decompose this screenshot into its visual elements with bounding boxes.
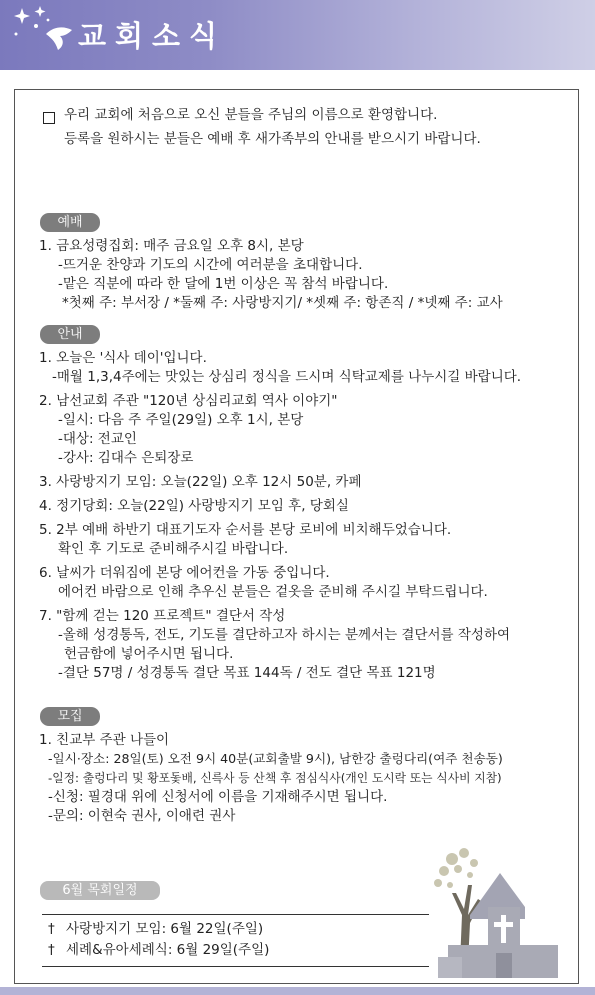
notice-line: 3. 사랑방지기 모임: 오늘(22일) 오후 12시 50분, 카페 (39, 474, 362, 490)
recruit-line: -문의: 이현숙 권사, 이애련 권사 (48, 808, 236, 824)
sparkle-dove-icon (10, 4, 80, 54)
schedule-item: 세례&유아세례식: 6월 29일(주일) (66, 942, 270, 958)
checkbox-icon (43, 112, 55, 124)
notice-line: -일시: 다음 주 주일(29일) 오후 1시, 본당 (58, 412, 304, 428)
page-title: 교회소식 (78, 19, 227, 53)
notice-line: 에어컨 바람으로 인해 추우신 분들은 겉옷을 준비해 주시길 부탁드립니다. (58, 584, 488, 600)
worship-line: *첫째 주: 부서장 / *둘째 주: 사랑방지기/ *셋째 주: 항존직 / *넷째 주: 교사 (62, 295, 503, 311)
section-label-notice: 안내 (40, 325, 100, 344)
section-label-worship: 예배 (40, 213, 100, 232)
notice-line: -올해 성경통독, 전도, 기도를 결단하고자 하시는 분께서는 결단서를 작성하여 (58, 627, 511, 643)
recruit-line: -일시·장소: 28일(토) 오전 9시 40분(교회출발 9시), 남한강 출렁다리(여주 천송동) (48, 751, 503, 766)
schedule-item-mark: † (48, 921, 55, 937)
worship-line: -뜨거운 찬양과 기도의 시간에 여러분을 초대합니다. (58, 257, 363, 273)
notice-line: 5. 2부 예배 하반기 대표기도자 순서를 본당 로비에 비치해두었습니다. (39, 522, 452, 538)
header-banner (0, 0, 595, 70)
schedule-label: 6월 목회일정 (40, 881, 160, 900)
worship-line: -맡은 직분에 따라 한 달에 1번 이상은 꼭 참석 바랍니다. (58, 276, 389, 292)
recruit-line: 1. 친교부 주관 나들이 (39, 732, 170, 748)
notice-line: -대상: 전교인 (58, 431, 137, 447)
section-label-recruit: 모집 (40, 707, 100, 726)
notice-line: -매월 1,3,4주에는 맛있는 상심리 정식을 드시며 식탁교제를 나누시길 바랍니다. (52, 369, 522, 385)
notice-line: -결단 57명 / 성경통독 결단 목표 144독 / 전도 결단 목표 121명 (58, 665, 436, 681)
notice-line: 4. 정기당회: 오늘(22일) 사랑방지기 모임 후, 당회실 (39, 498, 349, 514)
church-tree-icon (430, 845, 570, 980)
notice-line: 6. 날씨가 더워짐에 본당 에어컨을 가동 중입니다. (39, 565, 330, 581)
notice-line: 7. "함께 걷는 120 프로젝트" 결단서 작성 (39, 608, 286, 624)
schedule-top-rule (42, 914, 429, 915)
footer-bar (0, 987, 595, 995)
notice-line: 1. 오늘은 '식사 데이'입니다. (39, 350, 207, 366)
notice-line: 2. 남선교회 주관 "120년 상심리교회 역사 이야기" (39, 393, 338, 409)
welcome-line-1: 우리 교회에 처음으로 오신 분들을 주님의 이름으로 환영합니다. (64, 107, 438, 123)
schedule-item-mark: † (48, 942, 55, 958)
recruit-line: -신청: 필경대 위에 신청서에 이름을 기재해주시면 됩니다. (48, 789, 388, 805)
notice-line: -강사: 김대수 은퇴장로 (58, 450, 194, 466)
notice-line: 확인 후 기도로 준비해주시길 바랍니다. (58, 541, 289, 557)
schedule-bottom-rule (42, 966, 429, 967)
worship-line: 1. 금요성령집회: 매주 금요일 오후 8시, 본당 (39, 238, 304, 254)
welcome-line-2: 등록을 원하시는 분들은 예배 후 새가족부의 안내를 받으시기 바랍니다. (64, 131, 481, 147)
schedule-item: 사랑방지기 모임: 6월 22일(주일) (66, 921, 264, 937)
notice-line: 헌금함에 넣어주시면 됩니다. (64, 646, 234, 662)
recruit-line: -일정: 출렁다리 및 황포돛배, 신륵사 등 산책 후 점심식사(개인 도시락 또는 식사비 지참) (48, 771, 502, 785)
